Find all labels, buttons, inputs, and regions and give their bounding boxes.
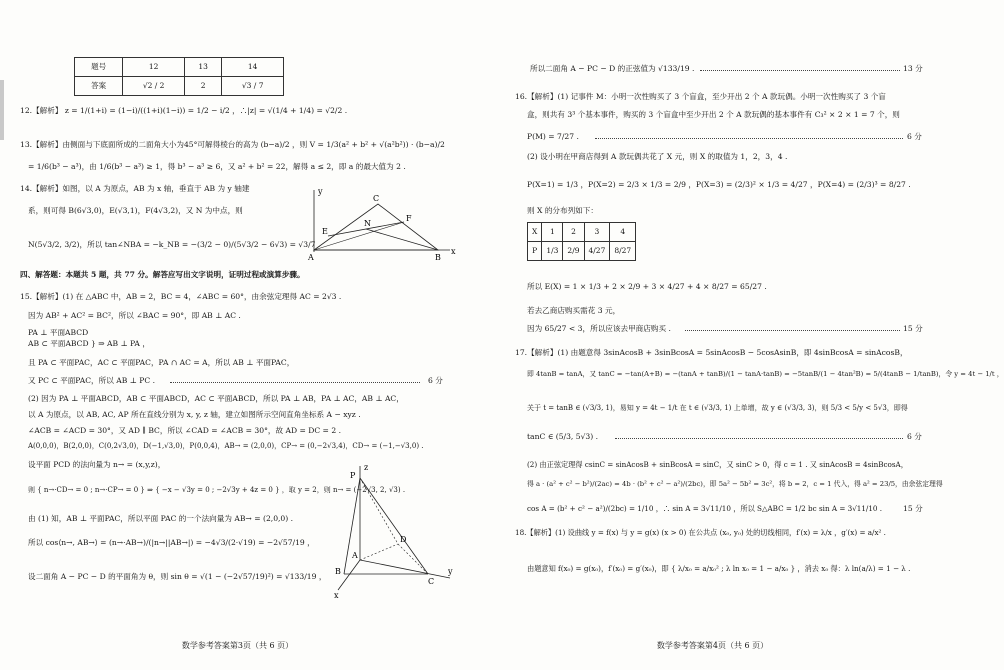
fig-label: x (334, 591, 339, 600)
q15-line: 又 PC ⊂ 平面PAC，所以 AB ⊥ PC . (28, 376, 155, 385)
q16-line: 若去乙商店购买需花 3 元， (527, 306, 621, 315)
edge-pd (360, 478, 398, 544)
q15-figure (330, 460, 460, 600)
score-leader (170, 382, 420, 383)
binding-mark (0, 80, 4, 140)
q17-line: 得 a · (a² + c² − b²)/(2ac) = 4b · (b² + c² − a²)/(2bc)，即 5a² − 5b² = 3c²，将 b = 2，c = 1 代入，得 a² = 23/5，由余弦定理得 (527, 480, 943, 488)
table-cell: 答案 (75, 77, 123, 96)
score-leader (615, 438, 903, 439)
fig-label: E (322, 227, 328, 236)
q16-line: P(M) = 7/27 . (527, 132, 579, 141)
q15-line: 设二面角 A − PC − D 的平面角为 θ，则 sin θ = √(1 − (−2√57/19)²) = √133/19 ， (28, 572, 327, 581)
q15-line: AB ⊂ 平面ABCD } ⇒ AB ⊥ PA ， (28, 339, 150, 348)
q17-line: 即 4tanB = tanA，又 tanC = −tan(A+B) = −(tanA + tanB)/(1 − tanA·tanB) = −5tanB/(1 − 4tan²B) = 5/(4tanB − 1/tanB)，令 y = 4t − 1/t ， (527, 370, 1004, 378)
q12-solution: 12.【解析】 z = 1/(1+i) = (1−i)/((1+i)(1−i)) = 1/2 − i/2 ，∴|z| = √(1/4 + 1/4) = √2/2 . (20, 106, 348, 115)
table-row (75, 58, 284, 77)
q18-line: 由题意知 f(x₀) = g(x₀)，f′(x₀) = g′(x₀)，即 { λ/x₀ = a/x₀² ; λ ln x₀ = 1 − a/x₀ } ，消去 x₀ 得：λ ln(a/λ) = 1 − λ . (527, 564, 911, 573)
table-cell: 题号 (75, 58, 123, 77)
fig-label: B (335, 567, 341, 576)
q16-line: 因为 65/27 < 3，所以应该去甲商店购买 . (527, 324, 671, 333)
q17-solution: 17.【解析】(1) 由题意得 3sinAcosB + 3sinBcosA = 5sinAcosB − 5cosAsinB，即 4sinBcosA = sinAcosB， (515, 348, 908, 357)
edge-ad (360, 544, 398, 560)
fig-label: C (373, 194, 380, 203)
left-page (0, 0, 475, 670)
q17-line: tanC ∈ (5/3, 5√3) . (527, 432, 599, 441)
fig-label: C (428, 577, 435, 586)
table-cell: 12 (123, 58, 185, 77)
score-mark: 15 分 (903, 324, 923, 333)
score-mark: 6 分 (907, 132, 922, 141)
table-cell: 14 (222, 58, 284, 77)
fig-label: z (364, 463, 369, 472)
q15-line: 所以 cos⟨n→, AB→⟩ = (n→·AB→)/(|n→||AB→|) = −4√3/(2·√19) = −2√57/19 ， (28, 538, 315, 547)
q15-conclusion: 所以二面角 A − PC − D 的正弦值为 √133/19 . (530, 64, 695, 73)
q15-line: A(0,0,0)，B(2,0,0)，C(0,2√3,0)，D(−1,√3,0)，P(0,0,4)，AB→ = (2,0,0)，CP→ = (0,−2√3,4)，CD→ = (−1,−√3,0) . (28, 442, 424, 450)
q16-solution: 16.【解析】(1) 记事件 M：小明一次性购买了 3 个盲盒，至少开出 2 个 A 款玩偶。小明一次性购买了 3 个盲 (515, 92, 886, 101)
q15-line: 以 A 为原点，以 AB, AC, AP 所在直线分别为 x, y, z 轴，建立如图所示空间直角坐标系 A − xyz . (28, 410, 361, 419)
q17-line: (2) 由正弦定理得 csinC = sinAcosB + sinBcosA = sinC，又 sinC > 0，得 c = 1 . 又 sinAcosB = 4sinBcosA， (527, 460, 908, 469)
fig-label: D (400, 535, 407, 544)
score-leader (700, 70, 900, 71)
q15-solution: 15.【解析】(1) 在 △ABC 中，AB = 2，BC = 4，∠ABC = 60°，由余弦定理得 AC = 2√3 . (20, 292, 342, 301)
q15-line: 由 (1) 知，AB ⊥ 平面PAC，所以平面 PAC 的一个法向量为 AB→ = (2,0,0) . (28, 514, 294, 523)
table-cell: 8/27 (610, 242, 636, 261)
q16-line: 盒，则共有 3³ 个基本事件，购买的 3 个盲盒中至少开出 2 个 A 款玩偶的基本事件有 C₃² × 2 × 1 = 7 个，则 (527, 110, 900, 119)
q15-line: 因为 AB² + AC² = BC²，所以 ∠BAC = 90°，即 AB ⊥ AC . (28, 311, 241, 320)
score-mark: 6 分 (428, 376, 443, 385)
fig-label: B (435, 253, 441, 262)
q15-line: PA ⊥ 平面ABCD (28, 328, 89, 337)
y-axis (360, 560, 450, 578)
page-footer: 数学参考答案第4页（共 6 页） (656, 641, 769, 651)
q15-line: ∠ACB = ∠ACD = 30°，又 AD ∥ BC，所以 ∠CAD = ∠ACB = 30°，故 AD = DC = 2 . (28, 426, 341, 435)
q17-line: 关于 t = tanB ∈ (√3/3, 1)，易知 y = 4t − 1/t 在 t ∈ (√3/3, 1) 上单增，故 y ∈ (√3/3, 3)，则 5/3 < 5/y < 5√3，即得 (527, 404, 908, 412)
table-cell: √2 / 2 (123, 77, 185, 96)
q14-solution: 14.【解析】如图，以 A 为原点，AB 为 x 轴，垂直于 AB 为 y 轴建 (20, 184, 250, 193)
fig-label: y (448, 567, 453, 576)
table-cell: P (528, 242, 542, 261)
score-mark: 15 分 (903, 504, 923, 513)
table-cell: 2 (184, 77, 221, 96)
table-cell: 1/3 (542, 242, 563, 261)
x-axis (338, 560, 360, 590)
q15-line: 且 PA ⊂ 平面PAC，AC ⊂ 平面PAC，PA ∩ AC = A，所以 AB ⊥ 平面PAC， (28, 358, 295, 367)
page-footer: 数学参考答案第3页（共 6 页） (181, 641, 294, 651)
q14-solution-cont: 系，则可得 B(6√3,0)，E(√3,1)，F(4√3,2)，又 N 为中点，则 (28, 206, 243, 215)
segment-nb (366, 229, 438, 250)
score-mark: 6 分 (907, 432, 922, 441)
table-cell: 2/9 (563, 242, 584, 261)
q18-solution: 18.【解析】(1) 设曲线 y = f(x) 与 y = g(x) (x > 0) 在公共点 (x₀, y₀) 处的切线相同，f′(x) = λ/x ，g′(x) = a/x² . (515, 528, 886, 537)
fig-label: N (364, 219, 371, 228)
score-leader (685, 330, 900, 331)
edge-dc (398, 544, 428, 574)
table-row (75, 77, 284, 96)
q15-line: (2) 因为 PA ⊥ 平面ABCD，AB ⊂ 平面ABCD，AC ⊂ 平面ABCD，所以 PA ⊥ AB，PA ⊥ AC，AB ⊥ AC， (28, 394, 404, 403)
q14-solution-tan: N(5√3/2, 3/2)，所以 tan∠NBA = −k_NB = −(3/2 − 0)/(5√3/2 − 6√3) = √3/7 . (28, 240, 321, 249)
answer-table (74, 57, 284, 96)
q17-line: cos A = (b² + c² − a²)/(2bc) = 1/10 ，∴ sin A = 3√11/10 ，所以 S△ABC = 1/2 bc sin A = 3√11/10 . (527, 504, 883, 513)
q14-figure (300, 184, 460, 264)
right-page (475, 0, 1004, 670)
score-leader (595, 138, 903, 139)
table-row (528, 223, 636, 242)
q16-line: P(X=1) = 1/3 ，P(X=2) = 2/3 × 1/3 = 2/9 ，P(X=3) = (2/3)² × 1/3 = 4/27 ，P(X=4) = (2/3)³ = 8/27 . (527, 180, 911, 189)
table-cell: 4 (610, 223, 636, 242)
table-cell: 13 (184, 58, 221, 77)
q16-line: 所以 E(X) = 1 × 1/3 + 2 × 2/9 + 3 × 4/27 + 4 × 8/27 = 65/27 . (527, 282, 767, 291)
score-mark: 13 分 (903, 64, 923, 73)
table-cell: 3 (584, 223, 610, 242)
table-cell: 4/27 (584, 242, 610, 261)
table-cell: X (528, 223, 542, 242)
section-heading: 四、解答题：本题共 5 题，共 77 分。解答应写出文字说明，证明过程或演算步骤。 (20, 270, 305, 279)
fig-label: A (308, 253, 314, 262)
table-cell: 1 (542, 223, 563, 242)
fig-label: x (451, 247, 456, 256)
fig-label: A (352, 551, 358, 560)
table-row (528, 242, 636, 261)
q16-line: (2) 设小明在甲商店得到 A 款玩偶共花了 X 元，则 X 的取值为 1，2，3，4 . (527, 152, 788, 161)
q15-line: 则 { n→·CD→ = 0 ; n→·CP→ = 0 } ⇒ { −x − √3y = 0 ; −2√3y + 4z = 0 } ，取 y = 2，则 n→ = (−2√3, 2, √3) . (28, 486, 406, 494)
distribution-table (527, 222, 636, 261)
q13-solution-cont: = 1/6(b³ − a³)，由 1/6(b³ − a³) ≥ 1，得 b³ − a³ ≥ 6，又 a² + b² = 22，解得 a ≤ 2，即 a 的最大值为 2 . (28, 162, 406, 171)
table-cell: √3 / 7 (222, 77, 284, 96)
edge-pc (360, 478, 428, 574)
table-cell: 2 (563, 223, 584, 242)
fig-label: F (406, 214, 412, 223)
fig-label: P (350, 471, 356, 480)
fig-label: y (318, 187, 323, 196)
q16-line: 则 X 的分布列如下： (527, 206, 598, 215)
q15-line: 设平面 PCD 的法向量为 n→ = (x,y,z)， (28, 460, 166, 469)
q13-solution: 13.【解析】由侧面与下底面所成的二面角大小为45°可解得棱台的高为 (b−a)/2 ，则 V = 1/3(a² + b² + √(a²b²)) · (b−a)/2 (20, 140, 445, 149)
